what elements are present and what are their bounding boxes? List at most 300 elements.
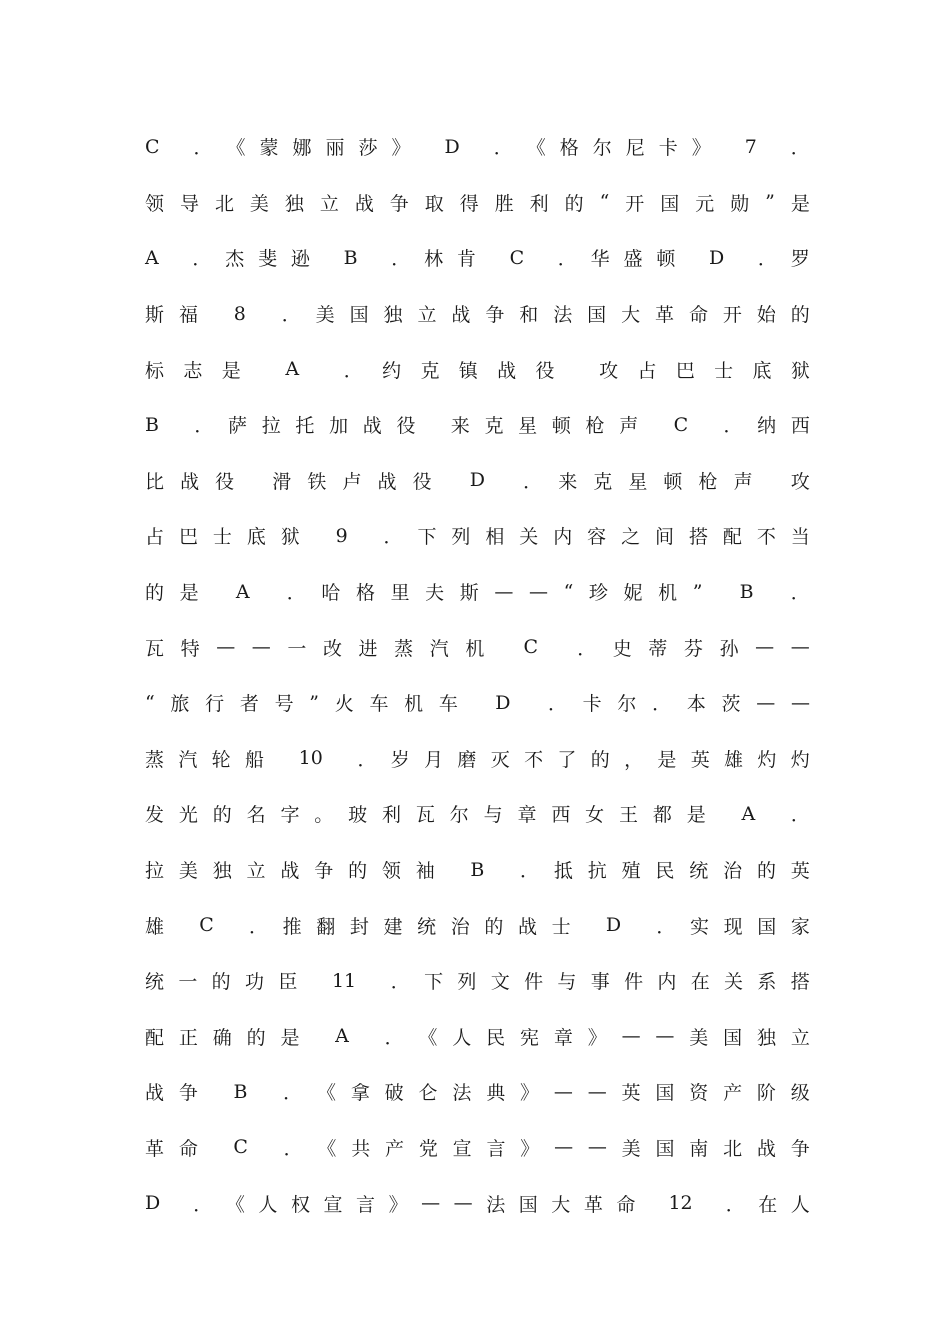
glyph: 革 bbox=[655, 304, 675, 327]
glyph: 雄 bbox=[724, 748, 744, 771]
glyph: 言 bbox=[356, 1193, 376, 1216]
glyph: 顿 bbox=[663, 470, 683, 493]
glyph: 翻 bbox=[316, 915, 336, 938]
glyph: 底 bbox=[246, 526, 266, 549]
glyph: 声 bbox=[733, 470, 753, 493]
glyph: 法 bbox=[553, 304, 573, 327]
glyph: 珍 bbox=[588, 582, 608, 605]
glyph: 杰 bbox=[225, 248, 245, 271]
glyph: 攻 bbox=[790, 470, 810, 493]
glyph: 顿 bbox=[551, 415, 571, 438]
glyph: 者 bbox=[239, 693, 259, 716]
glyph: 建 bbox=[383, 915, 403, 938]
glyph: A bbox=[335, 1025, 349, 1048]
glyph: 国 bbox=[723, 1026, 743, 1049]
glyph: 役 bbox=[535, 359, 555, 382]
body-text bbox=[145, 119, 810, 1231]
glyph: 美 bbox=[178, 860, 198, 883]
glyph: 格 bbox=[559, 137, 579, 160]
glyph: “ bbox=[145, 691, 155, 714]
glyph: 克 bbox=[484, 415, 504, 438]
glyph: 字 bbox=[280, 804, 300, 827]
glyph: 家 bbox=[790, 915, 810, 938]
glyph: D bbox=[708, 246, 725, 269]
glyph: 正 bbox=[178, 1026, 198, 1049]
glyph: 相 bbox=[485, 526, 505, 549]
glyph: 美 bbox=[249, 192, 269, 215]
glyph: A bbox=[741, 802, 756, 825]
glyph: 的 bbox=[484, 915, 504, 938]
glyph: ． bbox=[384, 1026, 404, 1049]
glyph: 光 bbox=[178, 804, 198, 827]
glyph: 章 bbox=[517, 804, 537, 827]
glyph: 勋 bbox=[730, 192, 750, 215]
glyph: ． bbox=[283, 1137, 303, 1160]
glyph: 王 bbox=[619, 804, 639, 827]
glyph: ． bbox=[520, 860, 540, 883]
glyph: 事 bbox=[590, 971, 610, 994]
glyph: ． bbox=[249, 915, 269, 938]
glyph: 国 bbox=[518, 1193, 538, 1216]
text-line bbox=[145, 341, 810, 397]
glyph: 战 bbox=[180, 470, 200, 493]
glyph: 西 bbox=[551, 804, 571, 827]
glyph: 里 bbox=[390, 582, 410, 605]
glyph: 。 bbox=[314, 804, 334, 827]
glyph: 间 bbox=[655, 526, 675, 549]
glyph: 火 bbox=[334, 693, 354, 716]
glyph: 治 bbox=[450, 915, 470, 938]
glyph: 战 bbox=[145, 1082, 165, 1105]
glyph: 星 bbox=[628, 470, 648, 493]
glyph: 尼 bbox=[625, 137, 645, 160]
glyph: 9 bbox=[335, 524, 348, 547]
glyph: 发 bbox=[145, 804, 165, 827]
glyph: 革 bbox=[145, 1137, 165, 1160]
glyph: — bbox=[421, 1192, 441, 1215]
glyph: 独 bbox=[383, 304, 403, 327]
text-line bbox=[145, 953, 810, 1009]
glyph: ” bbox=[765, 191, 775, 214]
glyph: ． bbox=[357, 748, 377, 771]
glyph: 破 bbox=[384, 1082, 404, 1105]
glyph: 与 bbox=[557, 971, 577, 994]
glyph: 权 bbox=[290, 1193, 310, 1216]
glyph: 人 bbox=[258, 1193, 278, 1216]
glyph: ． bbox=[192, 248, 212, 271]
glyph: 确 bbox=[212, 1026, 232, 1049]
glyph: 克 bbox=[420, 359, 440, 382]
glyph: ． bbox=[193, 137, 213, 160]
glyph: 卢 bbox=[342, 470, 362, 493]
glyph: 》 bbox=[691, 137, 711, 160]
glyph: 灼 bbox=[757, 748, 777, 771]
glyph: 机 bbox=[404, 693, 424, 716]
glyph: 妮 bbox=[623, 582, 643, 605]
glyph: 茨 bbox=[721, 693, 741, 716]
glyph: 争 bbox=[314, 860, 334, 883]
glyph: 取 bbox=[424, 192, 444, 215]
glyph: ． bbox=[383, 526, 403, 549]
glyph: 领 bbox=[381, 860, 401, 883]
glyph: ” bbox=[692, 580, 703, 603]
glyph: 资 bbox=[689, 1082, 709, 1105]
glyph: 利 bbox=[382, 804, 402, 827]
glyph: 汽 bbox=[178, 748, 198, 771]
glyph: 名 bbox=[246, 804, 266, 827]
glyph: ” bbox=[309, 691, 320, 714]
glyph: 芬 bbox=[683, 637, 703, 660]
glyph: 立 bbox=[790, 1026, 810, 1049]
glyph: “ bbox=[599, 191, 610, 214]
glyph: 轮 bbox=[211, 748, 231, 771]
glyph: 肯 bbox=[456, 248, 476, 271]
glyph: 宣 bbox=[452, 1137, 472, 1160]
text-line bbox=[145, 508, 810, 564]
glyph: ． bbox=[725, 1193, 745, 1216]
glyph: 是 bbox=[221, 359, 241, 382]
glyph: A bbox=[235, 580, 250, 603]
text-line bbox=[145, 1009, 810, 1065]
glyph: 革 bbox=[583, 1193, 603, 1216]
glyph: 尔 bbox=[617, 693, 637, 716]
glyph: 立 bbox=[319, 192, 339, 215]
glyph: — bbox=[790, 691, 810, 714]
glyph: 搭 bbox=[688, 526, 708, 549]
glyph: 共 bbox=[351, 1137, 371, 1160]
glyph: 机 bbox=[658, 582, 678, 605]
glyph: C bbox=[523, 636, 539, 659]
glyph: 抵 bbox=[553, 860, 573, 883]
glyph: 民 bbox=[486, 1026, 506, 1049]
glyph: 美 bbox=[621, 1137, 641, 1160]
glyph: — bbox=[528, 580, 548, 603]
glyph: ． bbox=[790, 137, 810, 160]
glyph: 是 bbox=[790, 192, 810, 215]
glyph: 特 bbox=[180, 637, 200, 660]
glyph: 格 bbox=[355, 582, 375, 605]
glyph: ． bbox=[493, 137, 513, 160]
glyph: ． bbox=[193, 1193, 213, 1216]
glyph: A bbox=[145, 246, 159, 269]
glyph: C bbox=[199, 914, 214, 937]
glyph: 导 bbox=[179, 192, 199, 215]
glyph: 7 bbox=[744, 135, 757, 158]
glyph: 狱 bbox=[790, 359, 810, 382]
glyph: 国 bbox=[655, 1137, 675, 1160]
text-line bbox=[145, 397, 810, 453]
text-line bbox=[145, 1175, 810, 1231]
glyph: D bbox=[444, 135, 460, 158]
glyph: 哈 bbox=[321, 582, 341, 605]
glyph: 进 bbox=[358, 637, 378, 660]
glyph: 声 bbox=[619, 415, 639, 438]
glyph: 争 bbox=[178, 1082, 198, 1105]
text-line bbox=[145, 119, 810, 175]
glyph: 占 bbox=[145, 526, 165, 549]
glyph: 战 bbox=[451, 304, 471, 327]
glyph: — bbox=[587, 1080, 607, 1103]
glyph: 南 bbox=[689, 1137, 709, 1160]
glyph: 10 bbox=[298, 747, 323, 770]
glyph: “ bbox=[563, 580, 574, 603]
text-line bbox=[145, 731, 810, 787]
glyph: 莎 bbox=[358, 137, 378, 160]
glyph: 》 bbox=[587, 1026, 607, 1049]
glyph: 《 bbox=[226, 137, 246, 160]
glyph: 胜 bbox=[494, 192, 514, 215]
glyph: 役 bbox=[215, 470, 235, 493]
glyph: 本 bbox=[686, 693, 706, 716]
glyph: 斐 bbox=[258, 248, 278, 271]
glyph: 仑 bbox=[418, 1082, 438, 1105]
text-line bbox=[145, 564, 810, 620]
glyph: 萨 bbox=[228, 415, 248, 438]
glyph: 史 bbox=[612, 637, 632, 660]
glyph: ． bbox=[790, 582, 810, 605]
glyph: 《 bbox=[316, 1082, 336, 1105]
glyph: 尔 bbox=[592, 137, 612, 160]
glyph: 的 bbox=[211, 971, 231, 994]
glyph: 逊 bbox=[290, 248, 310, 271]
glyph: 丽 bbox=[325, 137, 345, 160]
glyph: 拿 bbox=[350, 1082, 370, 1105]
glyph: 铁 bbox=[307, 470, 327, 493]
glyph: 盛 bbox=[623, 248, 643, 271]
glyph: 机 bbox=[465, 637, 485, 660]
glyph: 志 bbox=[183, 359, 203, 382]
glyph: 是 bbox=[280, 1026, 300, 1049]
glyph: 国 bbox=[587, 304, 607, 327]
glyph: — bbox=[756, 691, 776, 714]
glyph: 旅 bbox=[170, 693, 190, 716]
text-line bbox=[145, 786, 810, 842]
glyph: ． bbox=[557, 248, 577, 271]
glyph: 争 bbox=[790, 1137, 810, 1160]
glyph: 汽 bbox=[429, 637, 449, 660]
glyph: 来 bbox=[558, 470, 578, 493]
glyph: 镇 bbox=[458, 359, 478, 382]
glyph: 纳 bbox=[757, 415, 777, 438]
text-line bbox=[145, 619, 810, 675]
glyph: 和 bbox=[519, 304, 539, 327]
glyph: 巴 bbox=[178, 526, 198, 549]
glyph: 蒸 bbox=[394, 637, 414, 660]
glyph: ． bbox=[281, 304, 301, 327]
glyph: ． bbox=[547, 693, 567, 716]
glyph: 星 bbox=[518, 415, 538, 438]
glyph: ． bbox=[390, 971, 410, 994]
glyph: 治 bbox=[723, 860, 743, 883]
glyph: ， bbox=[624, 748, 644, 771]
glyph: 始 bbox=[756, 304, 776, 327]
glyph: 件 bbox=[524, 971, 544, 994]
glyph: — bbox=[755, 636, 775, 659]
glyph: 利 bbox=[529, 192, 549, 215]
glyph: 内 bbox=[553, 526, 573, 549]
glyph: C bbox=[145, 135, 160, 158]
glyph: 级 bbox=[790, 1082, 810, 1105]
glyph: 蒂 bbox=[648, 637, 668, 660]
glyph: 得 bbox=[459, 192, 479, 215]
glyph: 蒙 bbox=[259, 137, 279, 160]
glyph: 女 bbox=[585, 804, 605, 827]
text-line bbox=[145, 1120, 810, 1176]
glyph: 车 bbox=[438, 693, 458, 716]
glyph: 蒸 bbox=[145, 748, 165, 771]
glyph: 号 bbox=[274, 693, 294, 716]
glyph: 卡 bbox=[582, 693, 602, 716]
glyph: 系 bbox=[757, 971, 777, 994]
glyph: 了 bbox=[557, 748, 577, 771]
glyph: 改 bbox=[322, 637, 342, 660]
glyph: 章 bbox=[553, 1026, 573, 1049]
glyph: 枪 bbox=[698, 470, 718, 493]
glyph: 大 bbox=[621, 304, 641, 327]
glyph: 占 bbox=[637, 359, 657, 382]
glyph: 战 bbox=[377, 470, 397, 493]
glyph: 民 bbox=[655, 860, 675, 883]
glyph: 月 bbox=[424, 748, 444, 771]
glyph: 西 bbox=[790, 415, 810, 438]
glyph: 娜 bbox=[292, 137, 312, 160]
glyph: 战 bbox=[518, 915, 538, 938]
glyph: 封 bbox=[349, 915, 369, 938]
glyph: 尔 bbox=[449, 804, 469, 827]
text-line bbox=[145, 175, 810, 231]
glyph: ． bbox=[343, 359, 363, 382]
glyph: 《 bbox=[526, 137, 546, 160]
text-line bbox=[145, 675, 810, 731]
glyph: 件 bbox=[624, 971, 644, 994]
glyph: 不 bbox=[524, 748, 544, 771]
glyph: 》 bbox=[520, 1137, 540, 1160]
glyph: 开 bbox=[625, 192, 645, 215]
glyph: 宪 bbox=[520, 1026, 540, 1049]
glyph: ． bbox=[283, 1082, 303, 1105]
glyph: 克 bbox=[593, 470, 613, 493]
glyph: 船 bbox=[244, 748, 264, 771]
glyph: 臣 bbox=[278, 971, 298, 994]
glyph: 党 bbox=[418, 1137, 438, 1160]
glyph: 大 bbox=[551, 1193, 571, 1216]
glyph: B bbox=[739, 580, 754, 603]
glyph: 林 bbox=[424, 248, 444, 271]
glyph: 役 bbox=[396, 415, 416, 438]
glyph: 托 bbox=[295, 415, 315, 438]
glyph: 《 bbox=[317, 1137, 337, 1160]
glyph: 元 bbox=[695, 192, 715, 215]
glyph: 争 bbox=[485, 304, 505, 327]
glyph: 阶 bbox=[756, 1082, 776, 1105]
glyph: 约 bbox=[382, 359, 402, 382]
glyph: 《 bbox=[418, 1026, 438, 1049]
glyph: 命 bbox=[178, 1137, 198, 1160]
glyph: 的 bbox=[246, 1026, 266, 1049]
glyph: ． bbox=[652, 693, 672, 716]
glyph: 关 bbox=[519, 526, 539, 549]
glyph: C bbox=[509, 246, 525, 269]
glyph: 瓦 bbox=[145, 637, 165, 660]
glyph: 法 bbox=[452, 1082, 472, 1105]
glyph: 一 bbox=[178, 971, 198, 994]
glyph: 独 bbox=[212, 860, 232, 883]
glyph: 产 bbox=[385, 1137, 405, 1160]
glyph: 战 bbox=[354, 192, 374, 215]
text-line bbox=[145, 453, 810, 509]
glyph: 士 bbox=[714, 359, 734, 382]
glyph: 车 bbox=[369, 693, 389, 716]
glyph: 磨 bbox=[457, 748, 477, 771]
glyph: 立 bbox=[417, 304, 437, 327]
glyph: 雄 bbox=[145, 915, 165, 938]
glyph: 的 bbox=[590, 748, 610, 771]
text-line bbox=[145, 842, 810, 898]
glyph: — bbox=[453, 1192, 473, 1215]
glyph: A bbox=[285, 358, 300, 381]
glyph: 抗 bbox=[587, 860, 607, 883]
glyph: ． bbox=[577, 637, 597, 660]
glyph: — bbox=[494, 580, 514, 603]
glyph: 11 bbox=[331, 969, 357, 992]
glyph: D bbox=[495, 691, 511, 714]
glyph: 的 bbox=[145, 582, 165, 605]
glyph: 滑 bbox=[272, 470, 292, 493]
glyph: 容 bbox=[587, 526, 607, 549]
glyph: 内 bbox=[657, 971, 677, 994]
glyph: 下 bbox=[424, 971, 444, 994]
glyph: — bbox=[621, 1025, 641, 1048]
glyph: 争 bbox=[389, 192, 409, 215]
glyph: 士 bbox=[212, 526, 232, 549]
glyph: 袖 bbox=[415, 860, 435, 883]
glyph: ． bbox=[656, 915, 676, 938]
glyph: — bbox=[216, 636, 236, 659]
glyph: 之 bbox=[621, 526, 641, 549]
glyph: 华 bbox=[590, 248, 610, 271]
glyph: — bbox=[553, 1080, 573, 1103]
glyph: 巴 bbox=[675, 359, 695, 382]
glyph: 的 bbox=[790, 304, 810, 327]
glyph: 瓦 bbox=[415, 804, 435, 827]
glyph: 拉 bbox=[145, 860, 165, 883]
glyph: ． bbox=[757, 248, 777, 271]
glyph: 配 bbox=[722, 526, 742, 549]
glyph: — bbox=[655, 1025, 675, 1048]
glyph: 领 bbox=[145, 192, 165, 215]
glyph: 宣 bbox=[323, 1193, 343, 1216]
glyph: 命 bbox=[616, 1193, 636, 1216]
glyph: 夫 bbox=[425, 582, 445, 605]
glyph: 推 bbox=[282, 915, 302, 938]
glyph: 殖 bbox=[621, 860, 641, 883]
glyph: 来 bbox=[450, 415, 470, 438]
glyph: 灭 bbox=[490, 748, 510, 771]
glyph: 士 bbox=[551, 915, 571, 938]
glyph: B bbox=[343, 246, 358, 269]
text-line bbox=[145, 230, 810, 286]
glyph: 功 bbox=[244, 971, 264, 994]
glyph: 拉 bbox=[261, 415, 281, 438]
glyph: 枪 bbox=[585, 415, 605, 438]
glyph: 典 bbox=[486, 1082, 506, 1105]
glyph: 加 bbox=[329, 415, 349, 438]
glyph: 斯 bbox=[459, 582, 479, 605]
glyph: 独 bbox=[756, 1026, 776, 1049]
glyph: 是 bbox=[179, 582, 199, 605]
glyph: 统 bbox=[145, 971, 165, 994]
text-line bbox=[145, 1064, 810, 1120]
